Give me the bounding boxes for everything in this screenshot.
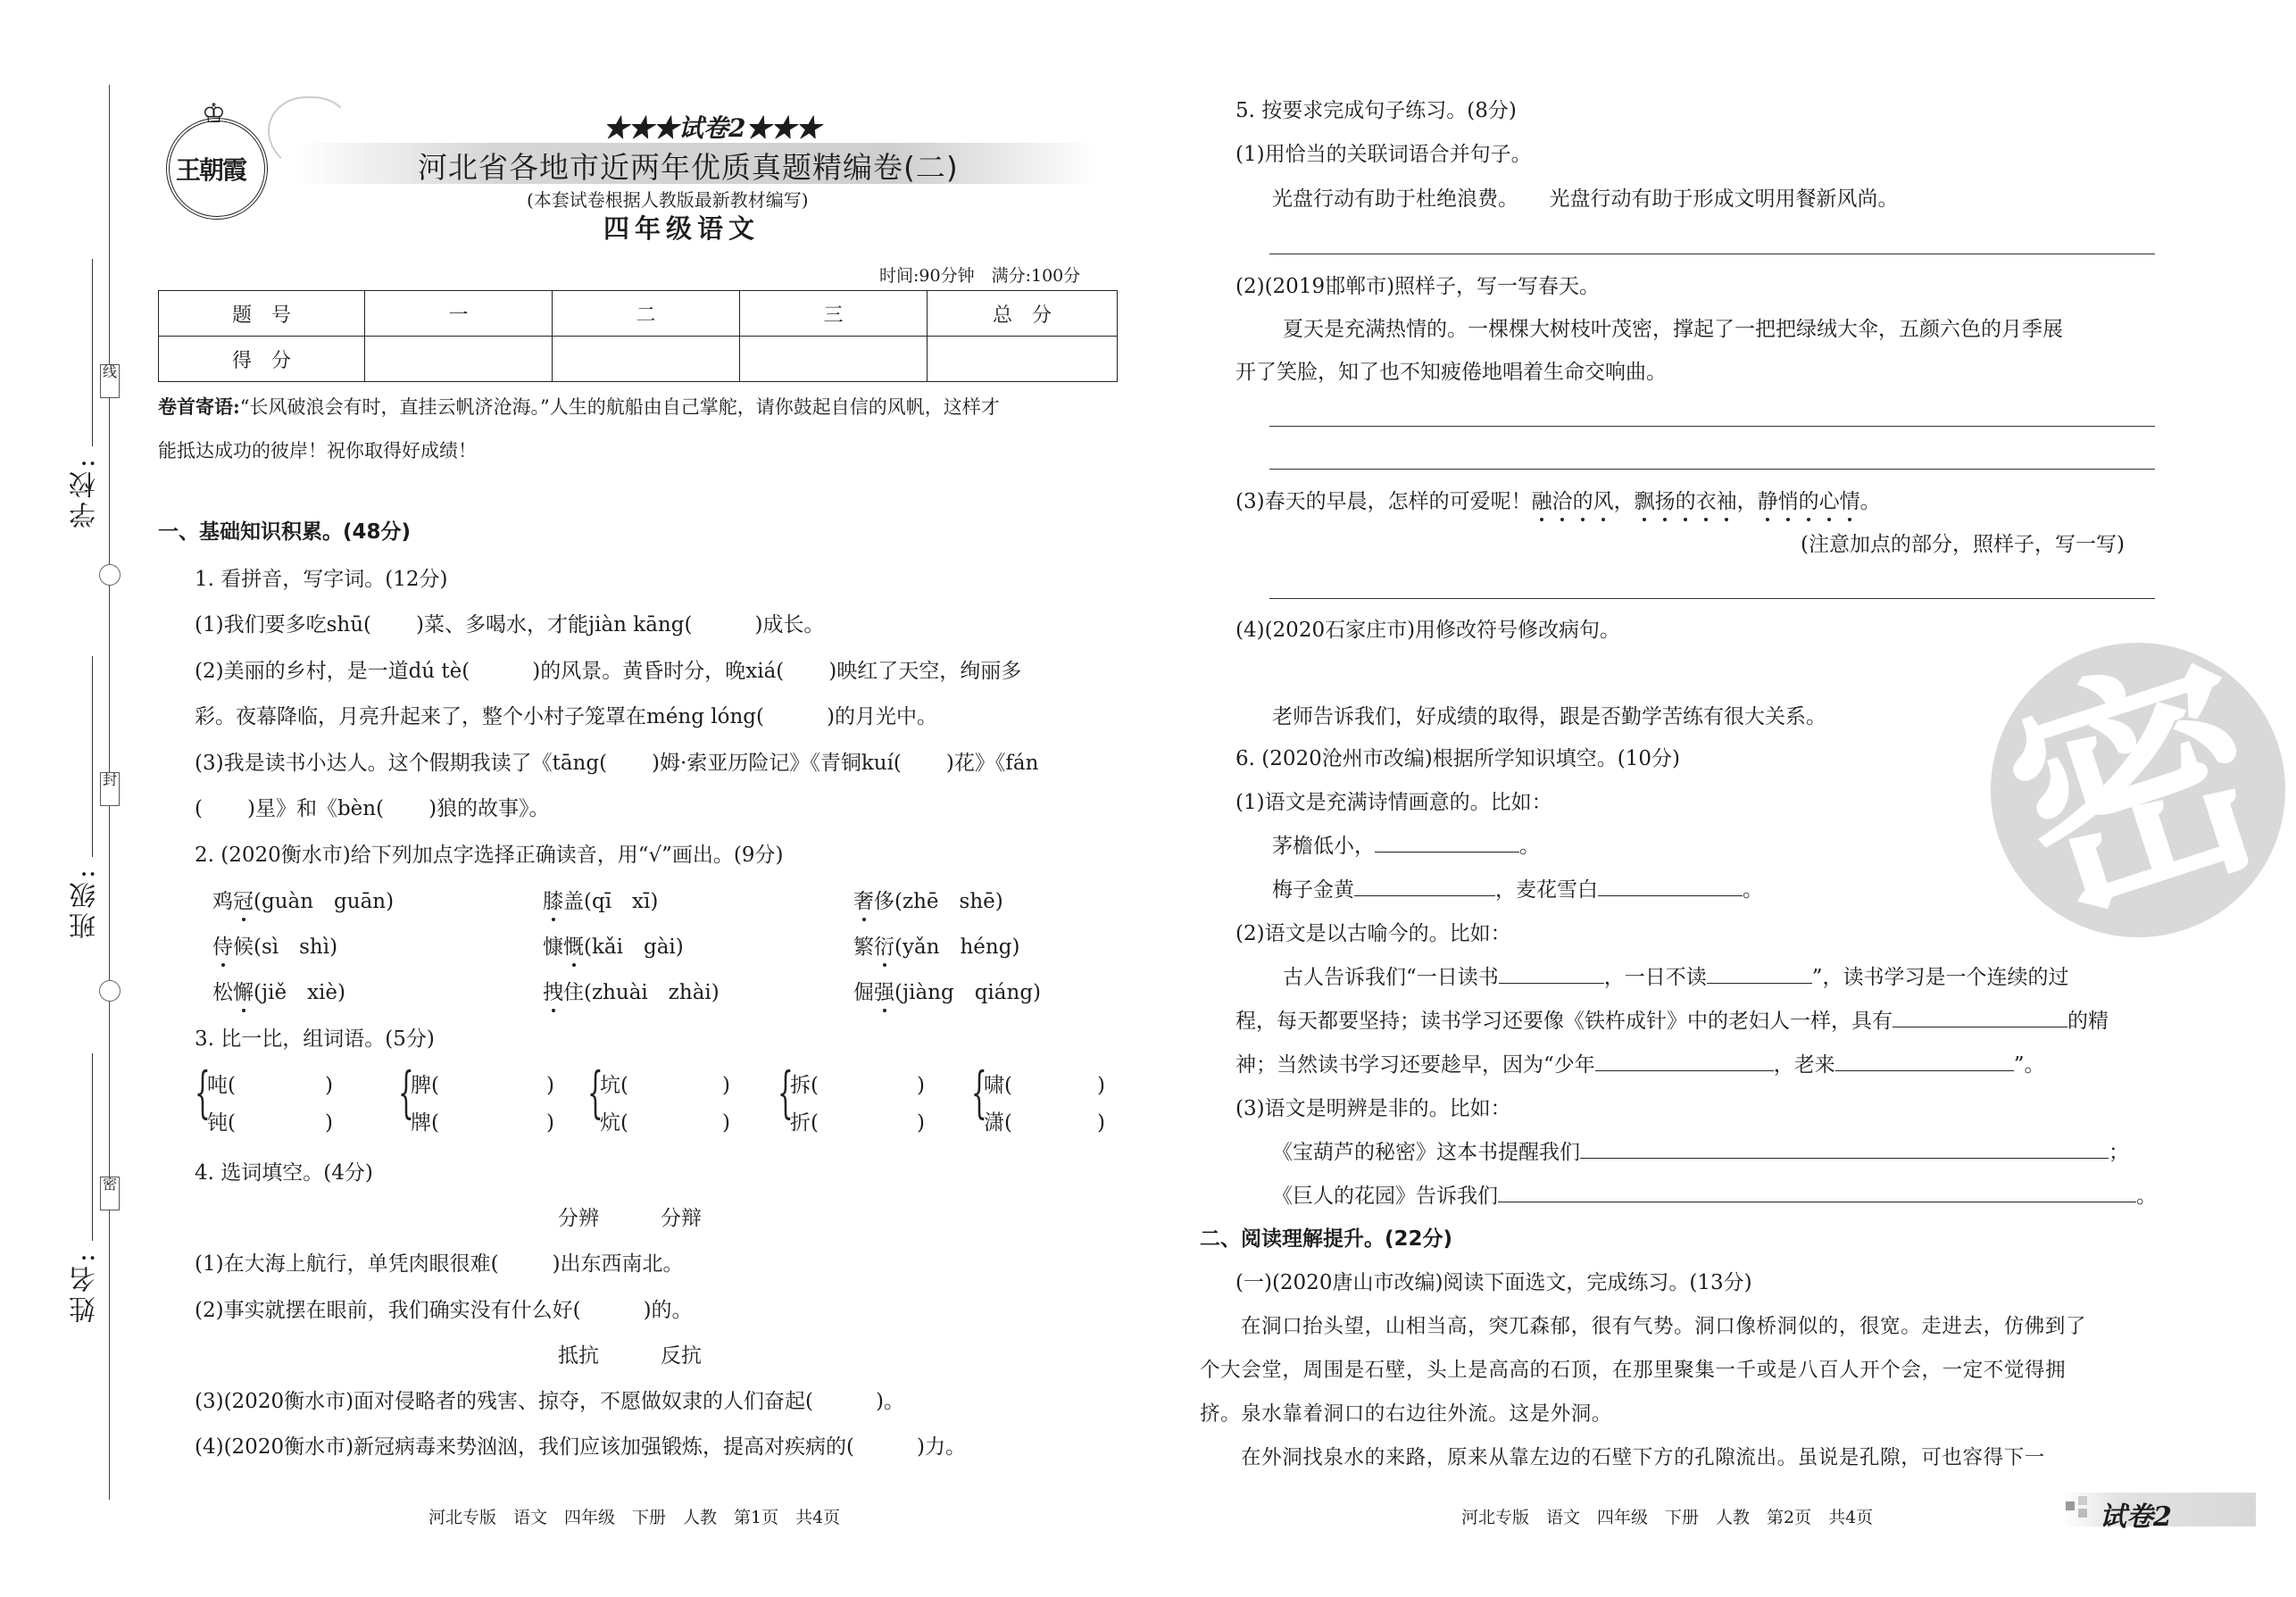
answer-blank[interactable] — [1498, 1182, 2136, 1202]
close-paren: ) — [721, 1111, 730, 1135]
brace-icon: { — [195, 1060, 211, 1125]
word-char: 潇( — [984, 1111, 1012, 1135]
q1-line5 — [195, 794, 550, 823]
word-char: 膝 — [543, 890, 563, 913]
emphasis-char: 悄 — [1777, 490, 1799, 513]
word-pair-item[interactable] — [411, 1109, 554, 1137]
word-char: 候 — [233, 936, 254, 959]
pinyin-choice-item[interactable] — [853, 978, 1041, 1007]
word-pair-item[interactable] — [207, 1109, 333, 1137]
text: )花》《fán — [945, 752, 1039, 775]
word-char: 折( — [790, 1111, 819, 1135]
pinyin-options[interactable]: (yǎn héng) — [894, 936, 1020, 959]
text: ”。 — [2013, 1053, 2045, 1077]
word-pair-item[interactable] — [207, 1071, 333, 1100]
pinyin-choice-item[interactable] — [212, 978, 345, 1007]
q5-part4-sentence: 老师告诉我们，好成绩的取得，跟是否勤学苦练有很大关系。 — [1272, 705, 1826, 728]
word-char: 慷 — [543, 936, 563, 959]
word-char: 懈 — [233, 981, 254, 1004]
text: ； — [2109, 1141, 2129, 1164]
word-char: 盖 — [563, 890, 584, 913]
text: )映红了天空，绚丽多 — [828, 660, 1022, 683]
secret-watermark — [1979, 619, 2296, 961]
emphasis-char: 袖 — [1716, 490, 1737, 513]
q4-line4 — [195, 1433, 966, 1461]
exam-title: 河北省各地市近两年优质真题精编卷(二) — [418, 150, 959, 185]
text: 梅子金黄 — [1272, 878, 1354, 902]
score-cell[interactable] — [740, 337, 928, 382]
pinyin-options[interactable]: (jiě xiè) — [254, 981, 345, 1004]
emphasis-char: ， — [1613, 490, 1635, 513]
brand-logo — [166, 98, 268, 220]
word-char: 炕( — [600, 1111, 628, 1135]
school-field[interactable] — [92, 259, 93, 446]
score-table — [158, 290, 1118, 382]
word-pair-item[interactable] — [790, 1071, 925, 1100]
pinyin-choice-item[interactable] — [543, 978, 720, 1007]
q5-part3-note: (注意加点的部分，照样子，写一写) — [1801, 533, 2125, 556]
word-pair-item[interactable] — [790, 1109, 925, 1137]
close-paren: ) — [545, 1111, 554, 1135]
grade-subject: 四年级语文 — [603, 213, 761, 244]
text: (3)(2020衡水市)面对侵略者的残害、掠夺，不愿做奴隶的人们奋起( — [195, 1390, 814, 1413]
score-row-label: 得 分 — [159, 337, 365, 382]
word-pair-item[interactable] — [984, 1109, 1105, 1137]
q4-line1 — [195, 1250, 684, 1278]
watermark-char: 密 — [1979, 619, 2296, 961]
text: (1)在大海上航行，单凭肉眼很难( — [195, 1252, 499, 1276]
pinyin-options[interactable]: (guàn guān) — [254, 890, 395, 913]
q4-line3 — [195, 1387, 904, 1416]
text: )狼的故事》。 — [428, 797, 550, 820]
q6-part1-b — [1272, 876, 1763, 904]
brand-logo-text: 王朝霞 — [176, 155, 246, 185]
answer-blank[interactable] — [1598, 876, 1743, 896]
emphasis-char: 风 — [1593, 490, 1614, 513]
emphasis-char: 的 — [1798, 490, 1819, 513]
q6-part3: (3)语文是明辨是非的。比如： — [1235, 1097, 1511, 1120]
word-char: 钝( — [207, 1111, 236, 1135]
score-cell[interactable] — [553, 337, 740, 382]
emphasis-char: 扬 — [1654, 490, 1676, 513]
class-field[interactable] — [92, 656, 93, 857]
binding-hole — [99, 564, 121, 586]
motto-label: 卷首寄语: — [158, 395, 240, 418]
answer-blank[interactable] — [1354, 876, 1495, 896]
q5-part3 — [1235, 487, 1881, 516]
passage-line: 在外洞找泉水的来路，原来从靠左边的石壁下方的孔隙流出。虽说是孔隙，可也容得下一 — [1241, 1446, 2045, 1469]
text: 。 — [2136, 1185, 2157, 1208]
passage-line: 在洞口抬头望，山相当高，突兀森郁，很有气势。洞口像桥洞似的，很宽。走进去，仿佛到了 — [1241, 1315, 2087, 1338]
q5-part2: (2)(2019邯郸市)照样子，写一写春天。 — [1235, 275, 1601, 298]
word-char: 啸( — [984, 1074, 1012, 1097]
answer-blank[interactable] — [1595, 1051, 1774, 1071]
crown-icon: ♔ — [202, 98, 226, 129]
pinyin-choice-item[interactable] — [853, 887, 1003, 916]
q1-line3 — [195, 703, 937, 731]
pinyin-options[interactable]: (jiàng qiáng) — [894, 981, 1042, 1004]
exam-subtitle: (本套试卷根据人教版最新教材编写) — [527, 189, 809, 211]
text: )出东西南北。 — [552, 1252, 684, 1276]
close-paren: ) — [545, 1074, 554, 1097]
text: ，一日不读 — [1603, 966, 1707, 989]
close-paren: ) — [324, 1111, 333, 1135]
corner-tag: 试卷2 — [2100, 1501, 2172, 1533]
word-pair-item[interactable] — [600, 1071, 730, 1100]
q4-title: 4. 选词填空。(4分) — [195, 1161, 373, 1185]
seal-char: 封 — [100, 772, 120, 806]
corner-tab — [2062, 1493, 2256, 1533]
score-header: 二 — [553, 291, 740, 337]
close-paren: ) — [1096, 1074, 1105, 1097]
q5-part1: (1)用恰当的关联词语合并句子。 — [1235, 143, 1532, 166]
word-pair-item[interactable] — [984, 1071, 1105, 1100]
q5-part2-text2: 开了笑脸，知了也不知疲倦地唱着生命交响曲。 — [1235, 361, 1667, 384]
answer-line[interactable] — [1269, 426, 2155, 427]
q6-title: 6. (2020沧州市改编)根据所学知识填空。(10分) — [1235, 747, 1680, 770]
emphasis-char: 洽 — [1551, 490, 1573, 513]
pinyin-choice-item[interactable] — [212, 887, 394, 916]
ribbon-decoration — [268, 96, 352, 171]
q4-options-1: 分辨 分辩 — [558, 1207, 702, 1230]
word-char: 强 — [874, 981, 894, 1004]
word-char: 衍 — [874, 936, 894, 959]
brace-icon: { — [587, 1060, 603, 1125]
emphasis-char: 的 — [1675, 490, 1696, 513]
answer-blank[interactable] — [1707, 963, 1812, 984]
pinyin-options[interactable]: (zhuài zhài) — [584, 981, 720, 1004]
q6-part1-a — [1272, 832, 1540, 861]
text: 《巨人的花园》告诉我们 — [1272, 1185, 1498, 1208]
pinyin-choice-item[interactable] — [543, 933, 684, 961]
brace-icon: { — [398, 1060, 414, 1125]
page-footer-right: 河北专版 语文 四年级 下册 人教 第2页 共4页 — [1461, 1508, 1874, 1527]
close-paren: ) — [1096, 1111, 1105, 1135]
text: 神；当然读书学习还要趁早，因为“少年 — [1235, 1053, 1595, 1077]
emphasis-char: 心 — [1818, 490, 1840, 513]
passage-line: 个大会堂，周围是石壁，头上是高高的石顶，在那里聚集一千或是八百人开个会，一定不觉得拥 — [1200, 1359, 2067, 1382]
name-field[interactable] — [92, 1053, 93, 1241]
text: )的。 — [643, 1299, 693, 1322]
motto-text: “长风破浪会有时，直挂云帆济沧海。”人生的航船由自己掌舵，请你鼓起自信的风帆，这样才 — [239, 396, 1000, 418]
word-char: 侈 — [874, 890, 894, 913]
q1-line4 — [195, 749, 1038, 778]
text: )的风景。黄昏时分，晚xiá( — [532, 660, 785, 683]
answer-line[interactable] — [1269, 469, 2155, 470]
passage-line: 挤。泉水靠着洞口的右边往外流。这是外洞。 — [1200, 1402, 1613, 1426]
emphasis-char: 静 — [1757, 490, 1778, 513]
emphasis-char: 情 — [1839, 490, 1860, 513]
text: )姆·索亚历险记》《青铜kuí( — [652, 752, 902, 775]
close-paren: ) — [916, 1111, 925, 1135]
text: )。 — [876, 1390, 905, 1413]
q6-part2-l3 — [1235, 1051, 2045, 1079]
emphasis-char: 融 — [1531, 490, 1552, 513]
q2-title: 2. (2020衡水市)给下列加点字选择正确读音，用“√”画出。(9分) — [195, 844, 784, 867]
emphasis-char: 的 — [1572, 490, 1593, 513]
text: )力。 — [917, 1435, 967, 1459]
text: 的精 — [2067, 1010, 2109, 1033]
motto-line2: 能抵达成功的彼岸！祝你取得好成绩！ — [158, 440, 477, 462]
q4-line2 — [195, 1296, 693, 1325]
close-paren: ) — [916, 1074, 925, 1097]
q5-part2-text1: 夏天是充满热情的。一棵棵大树枝叶茂密，撑起了一把把绿绒大伞，五颜六色的月季展 — [1283, 318, 2063, 341]
q5-part1-sentence: 光盘行动有助于杜绝浪费。 光盘行动有助于形成文明用餐新风尚。 — [1272, 187, 1899, 211]
series-badge: ★★★试卷2★★★ — [603, 113, 821, 143]
text: )的月光中。 — [826, 705, 937, 728]
word-char: 住 — [563, 981, 584, 1004]
page-footer-left: 河北专版 语文 四年级 下册 人教 第1页 共4页 — [428, 1508, 841, 1527]
brace-icon: { — [971, 1060, 987, 1125]
word-char: 吨( — [207, 1074, 236, 1097]
word-pair-item[interactable] — [600, 1109, 730, 1137]
text: )菜、多喝水，才能jiàn kāng( — [415, 613, 693, 636]
word-char: 奢 — [853, 890, 874, 913]
word-char: 侍 — [212, 936, 233, 959]
score-cell[interactable] — [928, 337, 1118, 382]
time-info: 时间:90分钟 满分:100分 — [879, 266, 1081, 286]
pinyin-options[interactable]: (sì shì) — [254, 936, 338, 959]
text: 程，每天都要坚持；读书学习还要像《铁杵成针》中的老妇人一样，具有 — [1235, 1010, 1893, 1033]
motto — [158, 393, 1000, 421]
score-header: 题 号 — [159, 291, 365, 337]
pinyin-choice-item[interactable] — [543, 887, 658, 916]
text: (3)春天的早晨，怎样的可爱呢！ — [1235, 490, 1532, 513]
score-header: 三 — [740, 291, 928, 337]
q3-title: 3. 比一比，组词语。(5分) — [195, 1027, 435, 1051]
q1-title: 1. 看拼音，写字词。(12分) — [195, 568, 448, 591]
q6-part1: (1)语文是充满诗情画意的。比如： — [1235, 791, 1552, 814]
answer-blank[interactable] — [1499, 963, 1604, 984]
text: )成长。 — [754, 613, 825, 636]
answer-blank[interactable] — [1835, 1051, 2014, 1071]
word-char: 牌( — [411, 1111, 439, 1135]
text: 彩。夜幕降临，月亮升起来了，整个小村子笼罩在méng lóng( — [195, 705, 764, 728]
answer-line[interactable] — [1269, 598, 2155, 599]
seal-char: 密 — [100, 1177, 120, 1210]
pinyin-options[interactable]: (kǎi gài) — [584, 936, 684, 959]
word-char: 慨 — [563, 936, 584, 959]
pinyin-choice-item[interactable] — [853, 933, 1019, 961]
text: (4)(2020衡水市)新冠病毒来势汹汹，我们应该加强锻炼，提高对疾病的( — [195, 1435, 855, 1459]
corner-squares — [2066, 1501, 2075, 1510]
text: (1)我们要多吃shū( — [195, 613, 371, 636]
dotted-phrase — [1532, 490, 1860, 513]
word-char: 冠 — [233, 890, 254, 913]
text: 茅檐低小， — [1272, 835, 1375, 858]
text: ( — [195, 797, 203, 820]
q6-part2-l2 — [1235, 1007, 2109, 1036]
emphasis-char: 衣 — [1695, 490, 1717, 513]
text: 。 — [1743, 878, 1763, 902]
school-label: 学校: — [70, 455, 101, 529]
close-paren: ) — [324, 1074, 333, 1097]
text: (2)事实就摆在眼前，我们确实没有什么好( — [195, 1299, 581, 1322]
word-pair-item[interactable] — [411, 1071, 554, 1100]
pinyin-choice-item[interactable] — [212, 933, 337, 961]
close-paren: ) — [721, 1074, 730, 1097]
text: ，麦花雪白 — [1495, 878, 1598, 902]
reading-1-title: (一)(2020唐山市改编)阅读下面选文，完成练习。(13分) — [1235, 1271, 1752, 1294]
q1-line1 — [195, 611, 824, 639]
word-char: 坑( — [600, 1074, 628, 1097]
emphasis-char: 飘 — [1634, 490, 1655, 513]
q4-options-2: 抵抗 反抗 — [558, 1344, 702, 1368]
pinyin-options[interactable]: (qī xī) — [584, 890, 659, 913]
text: 《宝葫芦的秘密》这本书提醒我们 — [1272, 1141, 1580, 1164]
q5-title: 5. 按要求完成句子练习。(8分) — [1235, 99, 1517, 122]
answer-blank[interactable] — [1893, 1007, 2067, 1027]
q6-part2-l1 — [1283, 963, 2069, 992]
text: (2)美丽的乡村，是一道dú tè( — [195, 660, 470, 683]
q5-part4: (4)(2020石家庄市)用修改符号修改病句。 — [1235, 619, 1621, 642]
word-char: 拆( — [790, 1074, 819, 1097]
name-label: 姓名: — [70, 1250, 101, 1324]
q6-part2: (2)语文是以古喻今的。比如： — [1235, 922, 1511, 945]
score-header: 一 — [365, 291, 553, 337]
word-char: 松 — [212, 981, 233, 1004]
text: ，老来 — [1773, 1053, 1835, 1077]
class-label: 班级: — [70, 866, 101, 940]
word-char: 拽 — [543, 981, 563, 1004]
q6-part3-b — [1272, 1182, 2157, 1210]
emphasis-char: ， — [1736, 490, 1758, 513]
q6-part3-a — [1272, 1138, 2129, 1167]
binding-hole — [99, 980, 121, 1002]
text: 。 — [1519, 835, 1540, 858]
text: ”，读书学习是一个连续的过 — [1811, 966, 2069, 989]
score-cell[interactable] — [365, 337, 553, 382]
answer-blank[interactable] — [1375, 832, 1519, 853]
text: (3)我是读书小达人。这个假期我读了《tāng( — [195, 752, 608, 775]
section-2-title: 二、阅读理解提升。(22分) — [1200, 1227, 1453, 1251]
pinyin-options[interactable]: (zhē shē) — [894, 890, 1003, 913]
word-char: 鸡 — [212, 890, 233, 913]
text: 古人告诉我们“一日读书 — [1283, 966, 1499, 989]
section-1-title: 一、基础知识积累。(48分) — [158, 520, 412, 544]
q1-line2 — [195, 657, 1021, 686]
score-header: 总 分 — [928, 291, 1118, 337]
brace-icon: { — [778, 1060, 794, 1125]
word-char: 繁 — [853, 936, 874, 959]
word-char: 脾( — [411, 1074, 439, 1097]
text: )星》和《bèn( — [246, 797, 385, 820]
seal-char: 线 — [100, 364, 120, 398]
answer-blank[interactable] — [1580, 1138, 2109, 1159]
word-char: 倔 — [853, 981, 874, 1004]
text: 。 — [1859, 490, 1881, 513]
